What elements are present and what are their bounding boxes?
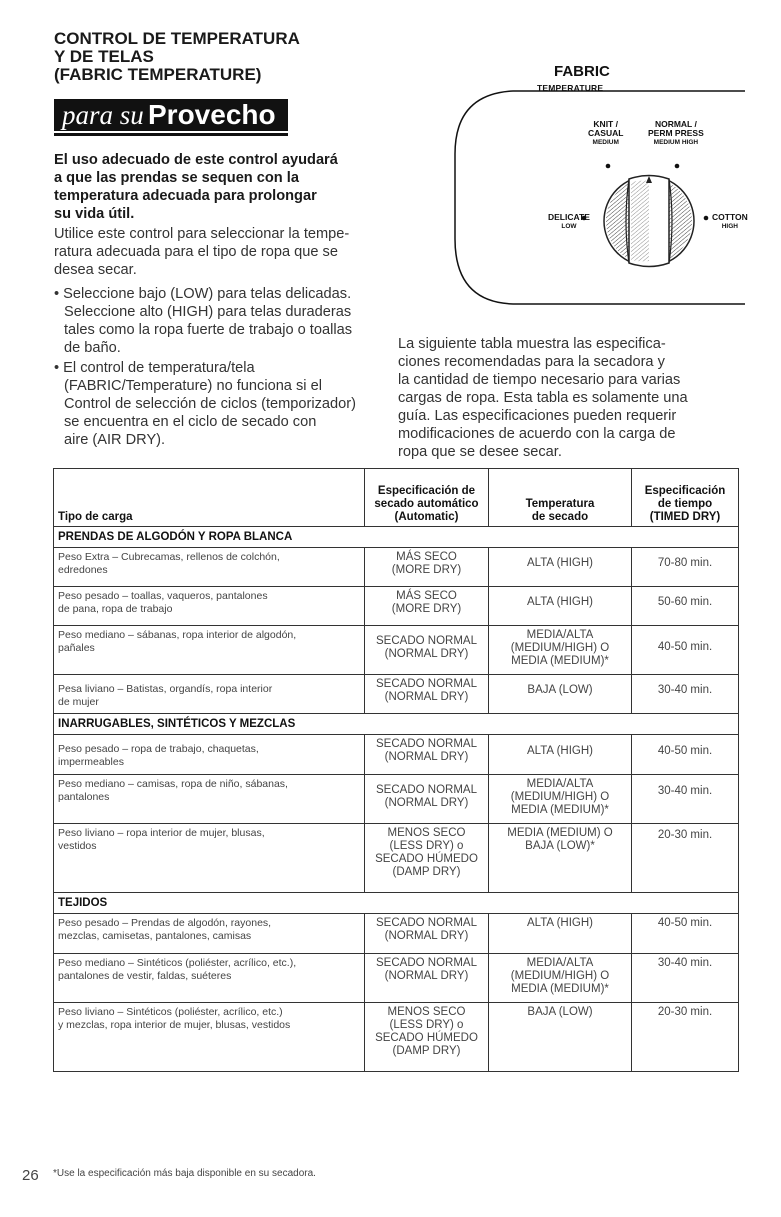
cell-time xyxy=(632,954,739,1003)
intro-bold-text xyxy=(54,151,374,223)
cell-temp xyxy=(489,675,632,714)
cell-text: BAJA (LOW) xyxy=(527,1006,593,1018)
cell-load xyxy=(54,548,365,587)
cell-temp xyxy=(489,548,632,587)
paragraph-line: desea secar. xyxy=(54,262,137,278)
cell-temp xyxy=(489,735,632,775)
dial-label-text: PERM PRESS xyxy=(648,128,704,138)
paragraph-line: La siguiente tabla muestra las especifica- xyxy=(398,336,666,352)
header-text: Temperatura xyxy=(525,498,595,510)
dial-label-level: LOW xyxy=(561,223,577,230)
cell-time xyxy=(632,548,739,587)
cell-auto xyxy=(365,735,489,775)
bullet-line: Control de selección de ciclos (temporizador) xyxy=(64,396,357,412)
dial-label-text: COTTON xyxy=(712,212,748,222)
cell-text: (NORMAL DRY) xyxy=(384,797,469,809)
cell-text: (LESS DRY) o xyxy=(389,840,464,852)
dial-subtitle: TEMPERATURE xyxy=(537,83,604,93)
cell-text: 30-40 min. xyxy=(657,957,713,969)
cell-text: MEDIA/ALTA xyxy=(526,957,594,969)
cell-text: impermeables xyxy=(58,756,124,768)
cell-auto xyxy=(365,587,489,626)
page-heading xyxy=(54,30,300,84)
bullet-line: (FABRIC/Temperature) no funciona si el xyxy=(64,378,322,394)
dial-knob xyxy=(604,176,694,267)
cell-text: 20-30 min. xyxy=(657,829,713,841)
cell-text: MÁS SECO xyxy=(396,590,457,602)
cell-text: (MORE DRY) xyxy=(391,564,462,576)
cell-time xyxy=(632,824,739,893)
heading-line: CONTROL DE TEMPERATURA xyxy=(54,29,300,48)
cell-text: (DAMP DRY) xyxy=(392,866,461,878)
cell-text: 40-50 min. xyxy=(657,745,713,757)
cell-text: 30-40 min. xyxy=(657,684,713,696)
header-load-type xyxy=(54,469,365,527)
paragraph-line: Utilice este control para seleccionar la tempe- xyxy=(54,226,350,242)
cell-text: 70-80 min. xyxy=(657,557,713,569)
cell-auto xyxy=(365,1003,489,1072)
cell-load xyxy=(54,587,365,626)
fabric-temperature-dial xyxy=(453,64,745,309)
bullet-line: de baño. xyxy=(64,340,121,356)
cell-text: Peso pesado – Prendas de algodón, rayones, xyxy=(58,917,272,929)
cell-text: 30-40 min. xyxy=(657,785,713,797)
cell-text: MEDIA (MEDIUM)* xyxy=(511,804,609,816)
cell-text: pantalones xyxy=(58,791,110,803)
cell-text: MEDIA (MEDIUM)* xyxy=(511,655,609,667)
cell-text: pañales xyxy=(58,642,95,654)
cell-temp xyxy=(489,914,632,954)
cell-text: SECADO HÚMEDO xyxy=(375,853,478,865)
dial-label-level: HIGH xyxy=(721,223,738,230)
cell-text: de pana, ropa de trabajo xyxy=(58,603,173,615)
paragraph-line: modificaciones de acuerdo con la carga de xyxy=(398,426,676,442)
header-temperature xyxy=(489,469,632,527)
cell-text: (MORE DRY) xyxy=(391,603,462,615)
cell-temp xyxy=(489,954,632,1003)
cell-text: MENOS SECO xyxy=(387,827,466,839)
cell-text: ALTA (HIGH) xyxy=(526,917,594,929)
cell-text: (MEDIUM/HIGH) O xyxy=(510,970,610,982)
cell-temp xyxy=(489,775,632,824)
cell-text: (LESS DRY) o xyxy=(389,1019,464,1031)
cell-text: 50-60 min. xyxy=(657,596,713,608)
cell-auto xyxy=(365,548,489,587)
bullet-line: • El control de temperatura/tela xyxy=(54,360,255,376)
cell-text: Peso mediano – camisas, ropa de niño, sábanas, xyxy=(58,778,288,790)
cell-text: Pesa liviano – Batistas, organdís, ropa interior xyxy=(58,683,273,695)
dial-label-normal xyxy=(648,120,704,147)
table-row xyxy=(54,626,739,675)
bullet-line: • Seleccione bajo (LOW) para telas delicadas. xyxy=(54,286,352,302)
intro-line: El uso adecuado de este control ayudará xyxy=(54,152,338,168)
intro-line: a que las prendas se sequen con la xyxy=(54,170,299,186)
table-row xyxy=(54,775,739,824)
cell-auto xyxy=(365,954,489,1003)
cell-text: ALTA (HIGH) xyxy=(526,557,594,569)
cell-text: (MEDIUM/HIGH) O xyxy=(510,791,610,803)
cell-auto xyxy=(365,675,489,714)
cell-text: Peso Extra – Cubrecamas, rellenos de colchón, xyxy=(58,551,280,563)
cell-load xyxy=(54,1003,365,1072)
cell-load xyxy=(54,735,365,775)
cell-text: (DAMP DRY) xyxy=(392,1045,461,1057)
cell-load xyxy=(54,824,365,893)
table-row xyxy=(54,587,739,626)
dial-label-level: MEDIUM HIGH xyxy=(653,139,699,146)
cell-text: SECADO NORMAL xyxy=(376,738,477,750)
paragraph-line: cargas de ropa. Esta tabla es solamente una xyxy=(398,390,688,406)
cell-temp xyxy=(489,626,632,675)
dial-label-knit xyxy=(588,120,623,147)
cell-text: vestidos xyxy=(58,840,97,852)
header-timed-dry xyxy=(632,469,739,527)
bullet-line: Seleccione alto (HIGH) para telas duraderas xyxy=(64,304,352,320)
cell-load xyxy=(54,675,365,714)
cell-temp xyxy=(489,824,632,893)
cell-text: (NORMAL DRY) xyxy=(384,691,469,703)
section-title: PRENDAS DE ALGODÓN Y ROPA BLANCA xyxy=(54,527,739,548)
cell-load xyxy=(54,914,365,954)
table-row xyxy=(54,824,739,893)
cell-text: MÁS SECO xyxy=(396,551,457,563)
paragraph-line: la cantidad de tiempo necesario para varias xyxy=(398,372,681,388)
footnote: *Use la especificación más baja disponible en su secadora. xyxy=(53,1168,316,1179)
cell-text: pantalones de vestir, faldas, suéteres xyxy=(58,970,232,982)
dial-label-text: DELICATE xyxy=(548,212,590,222)
header-text: (Automatic) xyxy=(394,511,459,523)
banner-italic-text: para su xyxy=(62,100,144,130)
intro-paragraph xyxy=(54,225,384,279)
cell-text: Peso liviano – Sintéticos (poliéster, acrílico, etc.) xyxy=(58,1006,283,1018)
cell-auto xyxy=(365,914,489,954)
cell-text: 40-50 min. xyxy=(657,917,713,929)
cell-text: MENOS SECO xyxy=(387,1006,466,1018)
cell-temp xyxy=(489,587,632,626)
cell-load xyxy=(54,626,365,675)
table-intro-paragraph xyxy=(398,335,758,461)
paragraph-line: guía. Las especificaciones pueden requerir xyxy=(398,408,677,424)
cell-auto xyxy=(365,626,489,675)
paragraph-line: ropa que se desee secar. xyxy=(398,444,562,460)
bullet-line: aire (AIR DRY). xyxy=(64,432,166,448)
bullet-air-dry xyxy=(54,359,384,449)
cell-auto xyxy=(365,775,489,824)
heading-line: (FABRIC TEMPERATURE) xyxy=(54,65,262,84)
dot-cotton xyxy=(704,216,709,221)
drying-specifications-table xyxy=(53,468,739,1072)
dial-label-delicate xyxy=(548,213,590,231)
cell-load xyxy=(54,775,365,824)
cell-text: MEDIA/ALTA xyxy=(526,629,594,641)
bullet-line: se encuentra en el ciclo de secado con xyxy=(64,414,317,430)
cell-text: y mezclas, ropa interior de mujer, blusas, vestidos xyxy=(58,1019,291,1031)
section-title: INARRUGABLES, SINTÉTICOS Y MEZCLAS xyxy=(54,714,739,735)
cell-text: MEDIA (MEDIUM) O xyxy=(507,827,613,839)
dial-label-level: MEDIUM xyxy=(592,139,619,146)
cell-text: SECADO HÚMEDO xyxy=(375,1032,478,1044)
paragraph-line: ratura adecuada para el tipo de ropa que se xyxy=(54,244,338,260)
header-text: de secado xyxy=(531,511,589,523)
header-text: Especificación de xyxy=(377,485,476,497)
dial-label-cotton xyxy=(712,213,748,231)
heading-line: Y DE TELAS xyxy=(54,47,154,66)
table-row xyxy=(54,735,739,775)
cell-text: ALTA (HIGH) xyxy=(526,745,594,757)
cell-time xyxy=(632,626,739,675)
cell-time xyxy=(632,1003,739,1072)
cell-text: SECADO NORMAL xyxy=(376,957,477,969)
cell-text: de mujer xyxy=(58,696,99,708)
table-row xyxy=(54,548,739,587)
cell-text: Peso pesado – ropa de trabajo, chaquetas, xyxy=(58,743,259,755)
cell-text: SECADO NORMAL xyxy=(376,678,477,690)
header-auto-dry xyxy=(365,469,489,527)
cell-text: Peso mediano – sábanas, ropa interior de algodón, xyxy=(58,629,297,641)
cell-text: 40-50 min. xyxy=(657,641,713,653)
intro-line: su vida útil. xyxy=(54,206,135,222)
intro-line: temperatura adecuada para prolongar xyxy=(54,188,317,204)
banner-underline xyxy=(54,133,288,136)
cell-time xyxy=(632,775,739,824)
bullet-line: tales como la ropa fuerte de trabajo o toallas xyxy=(64,322,352,338)
dial-label-text: CASUAL xyxy=(588,128,624,138)
cell-text: BAJA (LOW) xyxy=(527,684,593,696)
cell-text: Peso mediano – Sintéticos (poliéster, acrílico, etc.), xyxy=(58,957,297,969)
bullet-low-high xyxy=(54,285,384,357)
para-su-provecho-banner xyxy=(54,99,288,137)
cell-text: (NORMAL DRY) xyxy=(384,751,469,763)
cell-text: (NORMAL DRY) xyxy=(384,970,469,982)
cell-text: Peso liviano – ropa interior de mujer, blusas, xyxy=(58,827,265,839)
header-text: secado automático xyxy=(374,498,479,510)
section-title: TEJIDOS xyxy=(54,893,739,914)
cell-text: MEDIA (MEDIUM)* xyxy=(511,983,609,995)
cell-text: MEDIA/ALTA xyxy=(526,778,594,790)
table-row xyxy=(54,954,739,1003)
dot-normal xyxy=(675,164,680,169)
dial-label-text: NORMAL / xyxy=(654,119,697,129)
cell-text: 20-30 min. xyxy=(657,1006,713,1018)
cell-text: (NORMAL DRY) xyxy=(384,930,469,942)
table-row xyxy=(54,675,739,714)
banner-bold-text: Provecho xyxy=(148,99,276,130)
header-text: Especificación xyxy=(644,485,726,497)
cell-text: Peso pesado – toallas, vaqueros, pantalones xyxy=(58,590,268,602)
cell-load xyxy=(54,954,365,1003)
cell-time xyxy=(632,675,739,714)
cell-text: (MEDIUM/HIGH) O xyxy=(510,642,610,654)
cell-time xyxy=(632,914,739,954)
dial-title: FABRIC xyxy=(554,63,610,80)
cell-time xyxy=(632,587,739,626)
cell-time xyxy=(632,735,739,775)
cell-text: ALTA (HIGH) xyxy=(526,596,594,608)
cell-text: SECADO NORMAL xyxy=(376,784,477,796)
cell-text: (NORMAL DRY) xyxy=(384,648,469,660)
paragraph-line: ciones recomendadas para la secadora y xyxy=(398,354,665,370)
cell-temp xyxy=(489,1003,632,1072)
header-text: Tipo de carga xyxy=(58,511,133,523)
cell-text: SECADO NORMAL xyxy=(376,635,477,647)
dial-label-text: KNIT / xyxy=(593,119,618,129)
cell-text: edredones xyxy=(58,564,108,576)
table-row xyxy=(54,1003,739,1072)
header-text: de tiempo xyxy=(657,498,713,510)
header-text: (TIMED DRY) xyxy=(649,511,721,523)
table-row xyxy=(54,914,739,954)
cell-text: BAJA (LOW)* xyxy=(525,840,595,852)
cell-text: mezclas, camisetas, pantalones, camisas xyxy=(58,930,252,942)
cell-text: SECADO NORMAL xyxy=(376,917,477,929)
page-number: 26 xyxy=(22,1167,39,1184)
cell-auto xyxy=(365,824,489,893)
dot-knit xyxy=(606,164,611,169)
